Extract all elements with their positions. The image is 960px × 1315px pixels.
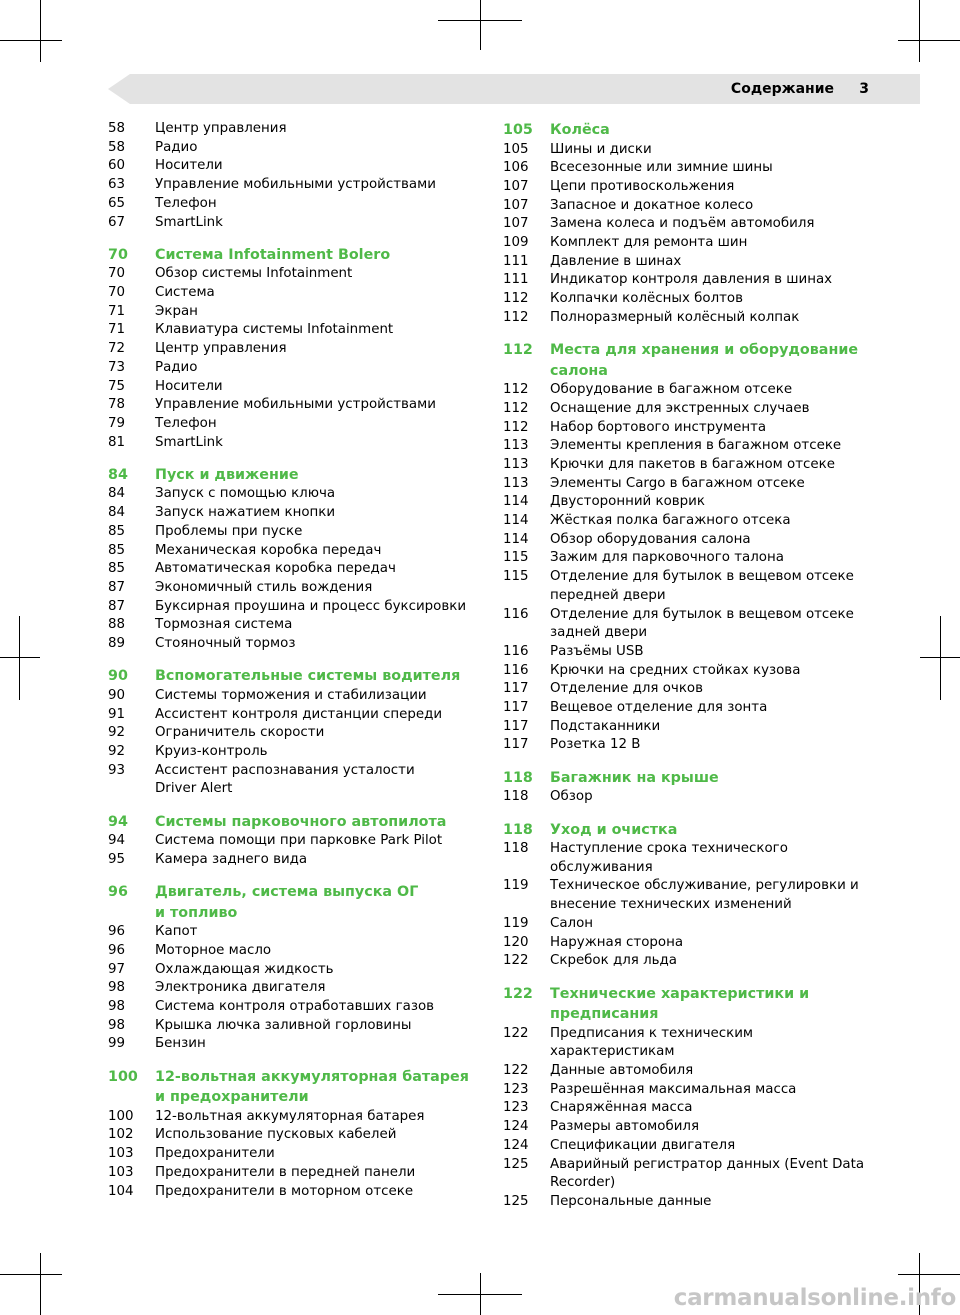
- section-page-number: 70: [108, 246, 128, 263]
- toc-entry[interactable]: [108, 706, 468, 725]
- entry-page-number: 115: [503, 569, 529, 585]
- entry-title: Камера заднего вида: [155, 851, 308, 867]
- section-page-number: 100: [108, 1068, 138, 1085]
- entry-page-number: 79: [108, 415, 126, 431]
- toc-entry[interactable]: [108, 598, 468, 617]
- toc-section[interactable]: [503, 768, 870, 789]
- entry-title: Набор бортового инструмента: [550, 419, 767, 435]
- toc-entry[interactable]: [503, 788, 870, 807]
- entry-title: Индикатор контроля давления в шинах: [550, 272, 833, 288]
- entry-page-number: 81: [108, 434, 126, 450]
- entry-title: Спецификации двигателя: [550, 1137, 736, 1153]
- toc-entry[interactable]: [108, 579, 468, 598]
- toc-entry[interactable]: [503, 1081, 870, 1100]
- entry-title: Крючки для пакетов в багажном отсеке: [550, 456, 835, 472]
- entry-title: Разрешённая максимальная масса: [550, 1081, 797, 1097]
- entry-page-number: 100: [108, 1108, 134, 1124]
- entry-page-number: 70: [108, 285, 126, 301]
- toc-entry[interactable]: [503, 215, 870, 234]
- toc-entry[interactable]: [108, 214, 468, 233]
- entry-page-number: 98: [108, 998, 126, 1014]
- toc-entry[interactable]: [108, 542, 468, 561]
- entry-page-number: 113: [503, 456, 529, 472]
- entry-page-number: 103: [108, 1146, 134, 1162]
- toc-entry[interactable]: [503, 840, 870, 877]
- entry-title: Техническое обслуживание, регулировки и внесение технических изменений: [550, 878, 859, 913]
- entry-page-number: 97: [108, 961, 126, 977]
- toc-entry[interactable]: [503, 141, 870, 160]
- toc-entry[interactable]: [503, 680, 870, 699]
- entry-page-number: 124: [503, 1137, 529, 1153]
- entry-page-number: 111: [503, 253, 529, 269]
- entry-title: Ассистент контроля дистанции спереди: [155, 706, 443, 722]
- toc-entry[interactable]: [503, 1099, 870, 1118]
- entry-title: Электроника двигателя: [155, 980, 326, 996]
- entry-page-number: 98: [108, 980, 126, 996]
- entry-title: Круиз-контроль: [155, 743, 268, 759]
- toc-entry[interactable]: [503, 178, 870, 197]
- toc-section[interactable]: [503, 984, 870, 1025]
- entry-title: Система контроля отработавших газов: [155, 998, 435, 1014]
- entry-page-number: 114: [503, 531, 529, 547]
- entry-page-number: 70: [108, 266, 126, 282]
- entry-title: Крючки на средних стойках кузова: [550, 662, 801, 678]
- entry-page-number: 107: [503, 216, 529, 232]
- entry-page-number: 73: [108, 359, 126, 375]
- toc-entry[interactable]: [108, 378, 468, 397]
- toc-entry[interactable]: [108, 635, 468, 654]
- entry-title: Системы торможения и стабилизации: [155, 687, 427, 703]
- toc-entry[interactable]: [108, 762, 468, 799]
- entry-title: Полноразмерный колёсный колпак: [550, 309, 800, 325]
- entry-title: Крышка лючка заливной горловины: [155, 1017, 412, 1033]
- entry-page-number: 112: [503, 309, 529, 325]
- entry-page-number: 124: [503, 1119, 529, 1135]
- section-title: Система Infotainment Bolero: [155, 246, 391, 263]
- entry-page-number: 72: [108, 341, 126, 357]
- toc-entry[interactable]: [108, 157, 468, 176]
- section-title: 12-вольтная аккумуляторная батарея и предохранители: [155, 1068, 469, 1106]
- entry-page-number: 122: [503, 1025, 529, 1041]
- section-title: Места для хранения и оборудование салона: [550, 342, 859, 379]
- toc-entry[interactable]: [108, 851, 468, 870]
- toc-entry[interactable]: [108, 1035, 468, 1054]
- entry-page-number: 117: [503, 737, 529, 753]
- toc-entry[interactable]: [108, 504, 468, 523]
- entry-page-number: 87: [108, 598, 126, 614]
- entry-title: Данные автомобиля: [550, 1063, 694, 1078]
- entry-page-number: 112: [503, 291, 529, 307]
- entry-page-number: 95: [108, 851, 126, 867]
- toc-entry[interactable]: [503, 271, 870, 290]
- entry-page-number: 107: [503, 197, 529, 213]
- entry-title: Управление мобильными устройствами: [155, 177, 436, 193]
- entry-title: Центр управления: [155, 121, 287, 136]
- entry-page-number: 99: [108, 1036, 126, 1052]
- entry-title: Отделение для бутылок в вещевом отсеке передней двери: [550, 569, 854, 603]
- entry-title: Наступление срока технического обслуживания: [550, 841, 788, 875]
- entry-title: Центр управления: [155, 341, 287, 357]
- toc-entry[interactable]: [503, 400, 870, 419]
- toc-entry[interactable]: [503, 512, 870, 531]
- section-title: Колёса: [550, 122, 610, 138]
- entry-page-number: 125: [503, 1193, 529, 1209]
- entry-title: Система помощи при парковке Park Pilot: [155, 833, 443, 849]
- entry-page-number: 84: [108, 505, 126, 521]
- entry-page-number: 116: [503, 606, 529, 622]
- entry-title: Система: [155, 285, 215, 301]
- section-title: Технические характеристики и предписания: [550, 985, 810, 1023]
- page-number: 3: [859, 81, 869, 97]
- toc-entry[interactable]: [503, 877, 870, 914]
- entry-title: Стояночный тормоз: [155, 636, 296, 652]
- entry-title: Запасное и докатное колесо: [550, 197, 754, 213]
- entry-page-number: 71: [108, 303, 126, 319]
- entry-page-number: 112: [503, 382, 529, 398]
- entry-title: Элементы крепления в багажном отсеке: [550, 438, 842, 454]
- toc-entry[interactable]: [108, 396, 468, 415]
- entry-title: Разъёмы USB: [550, 643, 644, 659]
- toc-entry[interactable]: [503, 309, 870, 328]
- entry-page-number: 122: [503, 953, 529, 969]
- toc-entry[interactable]: [108, 560, 468, 579]
- section-title: Уход и очистка: [550, 821, 678, 838]
- toc-right-column: [503, 120, 870, 1212]
- entry-title: Розетка 12 В: [550, 737, 641, 753]
- entry-page-number: 116: [503, 662, 529, 678]
- toc-entry[interactable]: [503, 381, 870, 400]
- entry-title: Двусторонний коврик: [550, 494, 705, 510]
- entry-page-number: 65: [108, 195, 126, 211]
- entry-title: Охлаждающая жидкость: [155, 961, 334, 977]
- toc-entry[interactable]: [503, 437, 870, 456]
- entry-page-number: 114: [503, 494, 529, 510]
- entry-title: Обзор оборудования салона: [550, 531, 751, 547]
- toc-entry[interactable]: [503, 234, 870, 253]
- toc-entry[interactable]: [108, 832, 468, 851]
- toc-entry[interactable]: [108, 942, 468, 961]
- entry-title: Предохранители в моторном отсеке: [155, 1183, 414, 1199]
- section-page-number: 90: [108, 668, 128, 685]
- section-page-number: 118: [503, 821, 533, 838]
- entry-page-number: 84: [108, 486, 126, 502]
- toc-entry[interactable]: [503, 197, 870, 216]
- entry-page-number: 113: [503, 438, 529, 454]
- toc-entry[interactable]: [108, 284, 468, 303]
- toc-entry[interactable]: [503, 934, 870, 953]
- entry-title: Предохранители в передней панели: [155, 1164, 416, 1180]
- entry-title: Вещевое отделение для зонта: [550, 700, 768, 716]
- entry-title: Обзор: [550, 789, 593, 805]
- toc-entry[interactable]: [503, 531, 870, 550]
- entry-title: Управление мобильными устройствами: [155, 397, 436, 413]
- toc-entry[interactable]: [108, 321, 468, 340]
- entry-page-number: 107: [503, 178, 529, 194]
- entry-title: Автоматическая коробка передач: [155, 561, 396, 577]
- toc-entry[interactable]: [503, 699, 870, 718]
- entry-title: Обзор системы Infotainment: [155, 266, 353, 282]
- toc-entry[interactable]: [108, 1126, 468, 1145]
- toc-entry[interactable]: [108, 923, 468, 942]
- entry-title: Элементы Cargo в багажном отсеке: [550, 475, 805, 491]
- section-title: Багажник на крыше: [550, 769, 719, 786]
- entry-page-number: 113: [503, 475, 529, 491]
- toc-entry[interactable]: [108, 998, 468, 1017]
- toc-entry[interactable]: [108, 139, 468, 158]
- entry-title: Салон: [550, 915, 594, 931]
- entry-title: Цепи противоскольжения: [550, 178, 735, 194]
- entry-title: Шины и диски: [550, 141, 652, 157]
- toc-section[interactable]: [108, 1067, 468, 1108]
- entry-page-number: 92: [108, 743, 126, 759]
- toc-entry[interactable]: [108, 265, 468, 284]
- toc-section[interactable]: [108, 812, 468, 833]
- entry-title: Всесезонные или зимние шины: [550, 160, 773, 176]
- toc-entry[interactable]: [503, 736, 870, 755]
- entry-title: Буксирная проушина и процесс буксировки: [155, 598, 467, 614]
- entry-page-number: 118: [503, 841, 529, 857]
- entry-page-number: 91: [108, 706, 126, 722]
- toc-entry[interactable]: [108, 1145, 468, 1164]
- entry-page-number: 115: [503, 550, 529, 566]
- toc-entry[interactable]: [503, 1118, 870, 1137]
- entry-page-number: 104: [108, 1183, 134, 1199]
- entry-page-number: 92: [108, 725, 126, 741]
- toc-entry[interactable]: [108, 485, 468, 504]
- entry-page-number: 109: [503, 235, 529, 251]
- entry-page-number: 120: [503, 934, 529, 950]
- toc-entry[interactable]: [503, 290, 870, 309]
- entry-page-number: 71: [108, 322, 126, 338]
- section-title: Вспомогательные системы водителя: [155, 668, 461, 685]
- entry-page-number: 117: [503, 681, 529, 697]
- entry-page-number: 103: [108, 1164, 134, 1180]
- entry-page-number: 75: [108, 378, 126, 394]
- toc-entry[interactable]: [108, 724, 468, 743]
- entry-title: Аварийный регистратор данных (Event Data Recorder): [550, 1156, 865, 1191]
- entry-title: 12-вольтная аккумуляторная батарея: [155, 1108, 425, 1124]
- toc-entry[interactable]: [108, 120, 468, 139]
- entry-title: Использование пусковых кабелей: [155, 1127, 397, 1143]
- entry-title: SmartLink: [155, 214, 223, 230]
- entry-title: Подстаканники: [550, 718, 661, 734]
- section-title: Пуск и движение: [155, 466, 299, 483]
- toc-entry[interactable]: [503, 718, 870, 737]
- entry-title: Ограничитель скорости: [155, 725, 325, 741]
- entry-title: Комплект для ремонта шин: [550, 235, 748, 251]
- entry-title: Зажим для парковочного талона: [550, 550, 784, 566]
- toc-entry[interactable]: [108, 195, 468, 214]
- toc-entry[interactable]: [108, 359, 468, 378]
- section-page-number: 94: [108, 813, 128, 830]
- entry-title: Жёсткая полка багажного отсека: [550, 513, 791, 529]
- entry-title: Скребок для льда: [550, 953, 678, 969]
- entry-title: Оснащение для экстренных случаев: [550, 400, 810, 416]
- toc-entry[interactable]: [108, 961, 468, 980]
- entry-title: Моторное масло: [155, 942, 272, 958]
- toc-entry[interactable]: [503, 475, 870, 494]
- toc-entry[interactable]: [503, 549, 870, 568]
- entry-page-number: 123: [503, 1081, 529, 1097]
- entry-title: Снаряжённая масса: [550, 1100, 693, 1116]
- toc-entry[interactable]: [503, 253, 870, 272]
- entry-title: Отделение для бутылок в вещевом отсеке задней двери: [550, 606, 854, 641]
- entry-page-number: 96: [108, 942, 126, 958]
- entry-page-number: 106: [503, 160, 529, 176]
- entry-title: Персональные данные: [550, 1193, 712, 1209]
- toc-entry[interactable]: [503, 915, 870, 934]
- section-page-number: 105: [503, 122, 533, 138]
- entry-title: SmartLink: [155, 434, 223, 450]
- entry-page-number: 102: [108, 1127, 134, 1143]
- toc-entry[interactable]: [503, 159, 870, 178]
- entry-page-number: 114: [503, 513, 529, 529]
- entry-title: Механическая коробка передач: [155, 542, 382, 558]
- entry-page-number: 117: [503, 700, 529, 716]
- toc-entry[interactable]: [503, 1062, 870, 1081]
- entry-page-number: 89: [108, 636, 126, 652]
- section-title: Двигатель, система выпуска ОГ и топливо: [155, 884, 419, 921]
- entry-title: Телефон: [155, 195, 217, 211]
- entry-page-number: 119: [503, 915, 529, 931]
- toc-entry[interactable]: [503, 643, 870, 662]
- entry-page-number: 88: [108, 617, 126, 633]
- entry-page-number: 85: [108, 523, 126, 539]
- entry-page-number: 111: [503, 272, 529, 288]
- entry-title: Замена колеса и подъём автомобиля: [550, 216, 815, 232]
- toc-entry[interactable]: [108, 176, 468, 195]
- toc-section[interactable]: [108, 882, 468, 923]
- header-title: Содержание: [730, 81, 834, 97]
- entry-page-number: 93: [108, 762, 126, 778]
- entry-title: Проблемы при пуске: [155, 523, 303, 539]
- entry-title: Колпачки колёсных болтов: [550, 291, 744, 307]
- entry-page-number: 67: [108, 214, 126, 230]
- entry-title: Запуск нажатием кнопки: [155, 505, 336, 521]
- toc-section[interactable]: [503, 340, 870, 381]
- toc-entry[interactable]: [503, 1193, 870, 1212]
- entry-page-number: 90: [108, 687, 126, 703]
- toc-entry[interactable]: [503, 456, 870, 475]
- entry-page-number: 112: [503, 419, 529, 435]
- section-page-number: 84: [108, 466, 128, 483]
- entry-page-number: 98: [108, 1017, 126, 1033]
- toc-entry[interactable]: [108, 1017, 468, 1036]
- entry-page-number: 58: [108, 121, 126, 136]
- toc-entry[interactable]: [108, 1108, 468, 1127]
- toc-section[interactable]: [108, 666, 468, 687]
- toc-entry[interactable]: [503, 1156, 870, 1193]
- toc-entry[interactable]: [108, 303, 468, 322]
- entry-title: Тормозная система: [155, 617, 293, 633]
- entry-page-number: 87: [108, 579, 126, 595]
- toc-entry[interactable]: [503, 662, 870, 681]
- entry-page-number: 96: [108, 924, 126, 940]
- entry-page-number: 85: [108, 542, 126, 558]
- entry-page-number: 78: [108, 397, 126, 413]
- toc-entry[interactable]: [108, 415, 468, 434]
- entry-page-number: 94: [108, 833, 126, 849]
- entry-title: Запуск с помощью ключа: [155, 486, 336, 502]
- entry-page-number: 122: [503, 1063, 529, 1078]
- entry-title: Оборудование в багажном отсеке: [550, 382, 793, 398]
- toc-entry[interactable]: [503, 493, 870, 512]
- entry-title: Бензин: [155, 1036, 206, 1052]
- toc-entry[interactable]: [108, 340, 468, 359]
- toc-entry[interactable]: [503, 568, 870, 605]
- entry-page-number: 85: [108, 561, 126, 577]
- toc-entry[interactable]: [108, 743, 468, 762]
- entry-title: Предписания к техническим характеристикам: [550, 1025, 754, 1060]
- section-page-number: 96: [108, 884, 128, 901]
- entry-title: Предохранители: [155, 1146, 275, 1162]
- entry-title: Носители: [155, 378, 223, 394]
- toc-entry[interactable]: [503, 1137, 870, 1156]
- toc-entry[interactable]: [503, 952, 870, 971]
- toc-section[interactable]: [503, 120, 870, 141]
- entry-page-number: 119: [503, 878, 529, 894]
- toc-entry[interactable]: [108, 979, 468, 998]
- entry-page-number: 63: [108, 177, 126, 193]
- toc-entry[interactable]: [108, 616, 468, 635]
- entry-title: Отделение для очков: [550, 681, 703, 697]
- entry-title: Телефон: [155, 415, 217, 431]
- toc-entry[interactable]: [108, 523, 468, 542]
- entry-page-number: 105: [503, 141, 529, 157]
- section-page-number: 112: [503, 342, 533, 359]
- toc-section[interactable]: [503, 820, 870, 841]
- entry-page-number: 118: [503, 789, 529, 805]
- entry-title: Ассистент распознавания усталости Driver Alert: [155, 762, 415, 797]
- toc-entry[interactable]: [503, 419, 870, 438]
- entry-page-number: 112: [503, 400, 529, 416]
- toc-section[interactable]: [108, 245, 468, 266]
- entry-page-number: 116: [503, 643, 529, 659]
- toc-entry[interactable]: [503, 606, 870, 643]
- entry-title: Клавиатура системы Infotainment: [155, 322, 394, 338]
- entry-page-number: 58: [108, 139, 126, 155]
- entry-title: Экран: [155, 303, 198, 319]
- toc-entry[interactable]: [108, 1183, 468, 1202]
- toc-left-column: [108, 120, 468, 1201]
- entry-title: Носители: [155, 158, 223, 174]
- entry-page-number: 125: [503, 1156, 529, 1172]
- entry-page-number: 60: [108, 158, 126, 174]
- toc-entry[interactable]: [108, 687, 468, 706]
- entry-title: Размеры автомобиля: [550, 1119, 700, 1135]
- watermark-logo: carmanualsonline.info: [673, 1285, 956, 1311]
- section-title: Системы парковочного автопилота: [155, 813, 447, 830]
- section-page-number: 118: [503, 769, 533, 786]
- entry-title: Капот: [155, 924, 198, 940]
- entry-page-number: 117: [503, 718, 529, 734]
- entry-title: Радио: [155, 139, 198, 155]
- entry-title: Давление в шинах: [550, 253, 682, 269]
- toc-section[interactable]: [108, 465, 468, 486]
- toc-entry[interactable]: [108, 434, 468, 453]
- toc-entry[interactable]: [108, 1164, 468, 1183]
- entry-title: Радио: [155, 359, 198, 375]
- entry-title: Экономичный стиль вождения: [155, 579, 373, 595]
- toc-entry[interactable]: [503, 1025, 870, 1062]
- entry-page-number: 123: [503, 1100, 529, 1116]
- entry-title: Наружная сторона: [550, 934, 684, 950]
- section-page-number: 122: [503, 985, 533, 1002]
